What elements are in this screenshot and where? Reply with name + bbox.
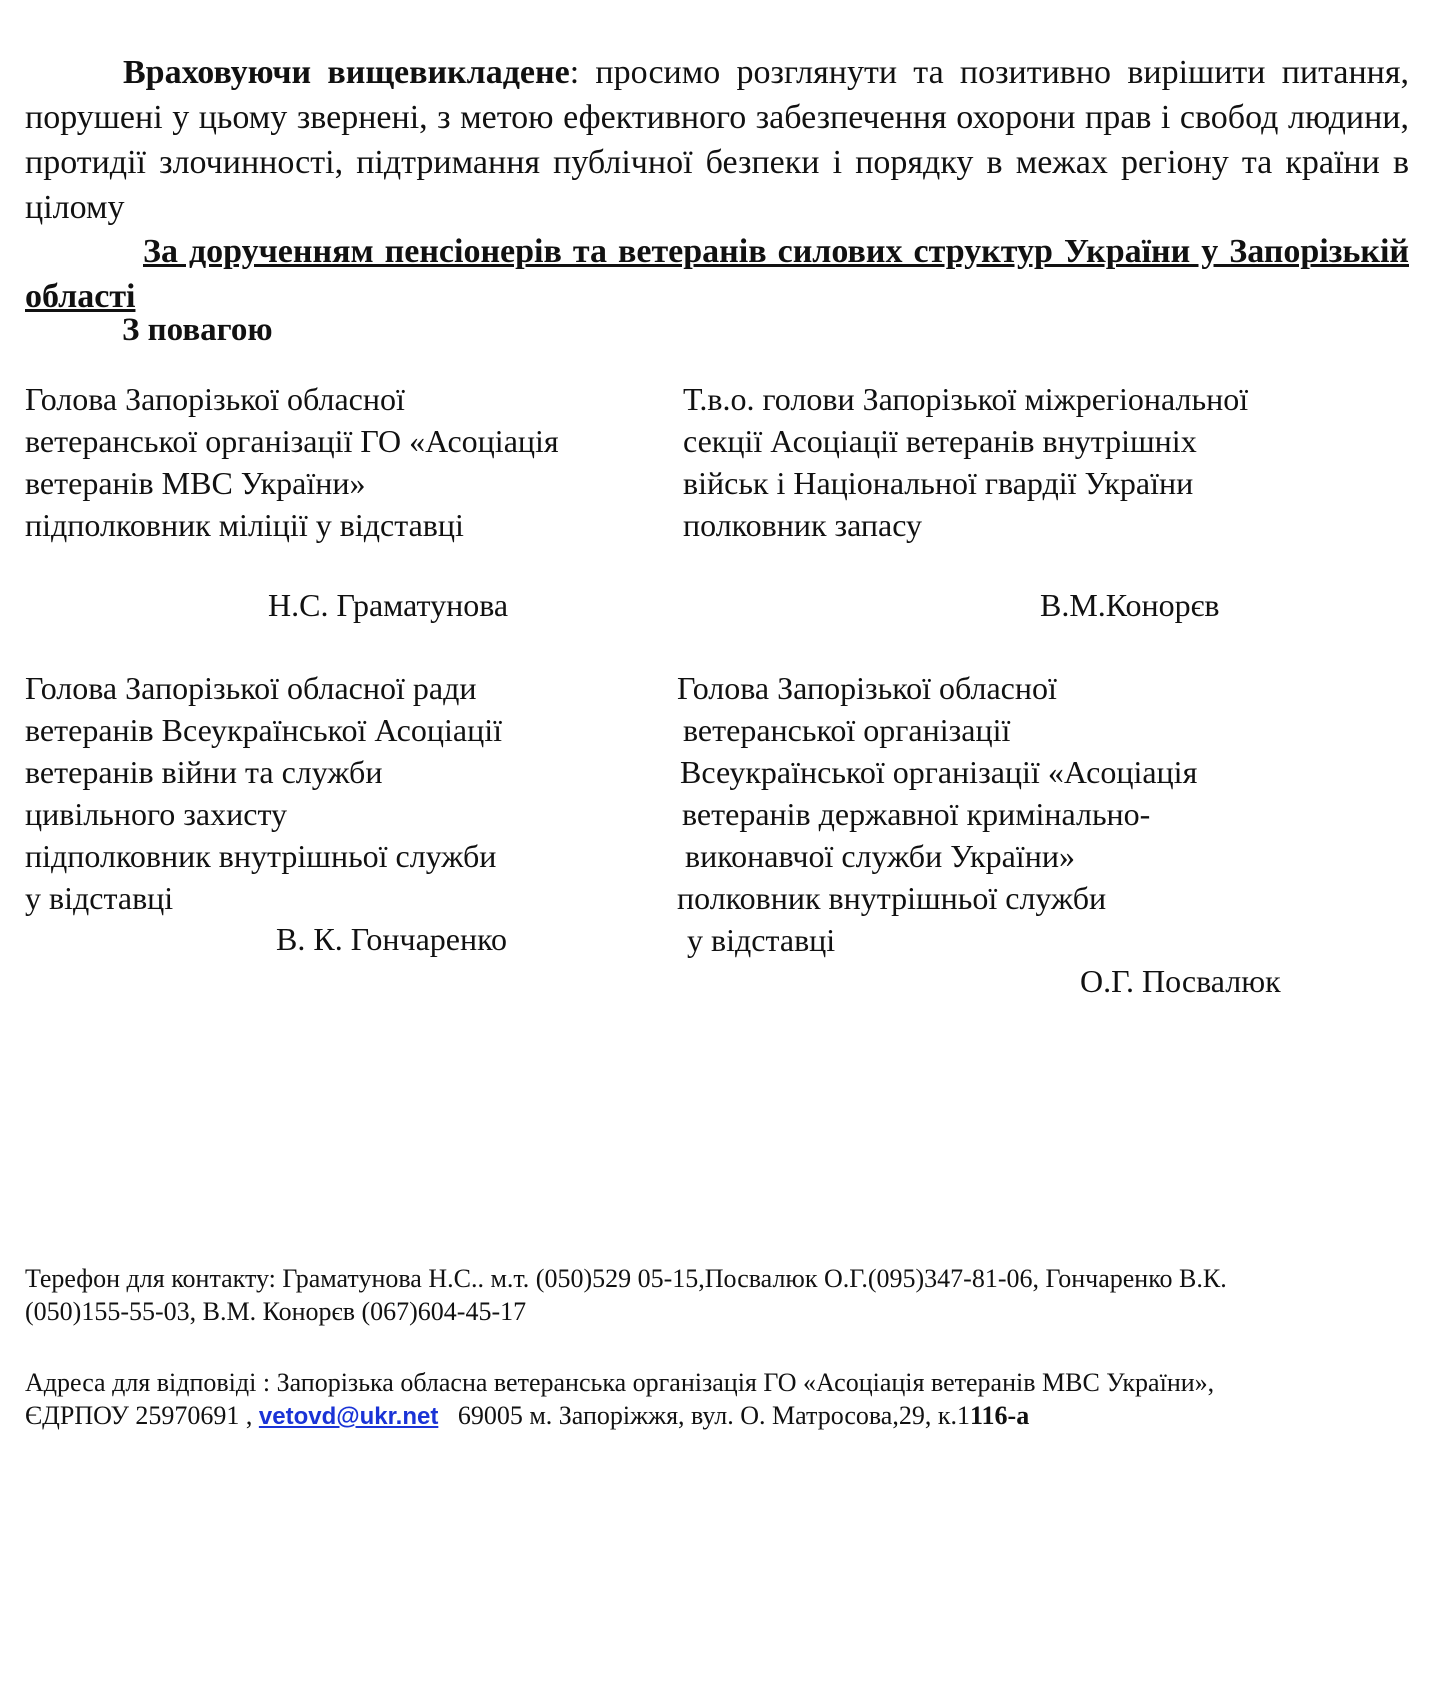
signatory-name-honcharenko: В. К. Гончаренко xyxy=(276,921,508,957)
address-line: Адреса для відповіді : Запорізька обласна ветеранська організація ГО «Асоціація ветеранів МВС України», xyxy=(25,1368,1215,1397)
signatory-title-line: Т.в.о. голови Запорізької міжрегіональної xyxy=(683,381,1249,417)
intro-paragraph xyxy=(25,50,1409,230)
signatory-title-line: підполковник внутрішньої служби xyxy=(25,838,497,874)
signatory-name-gramatunova: Н.С. Граматунова xyxy=(268,587,509,623)
room-number: 116-а xyxy=(969,1401,1030,1430)
signatory-top-left xyxy=(25,378,559,546)
signatory-title-line: ветеранів війни та служби xyxy=(25,754,383,790)
signatory-title-line: військ і Національної гвардії України xyxy=(683,465,1194,501)
signatory-title-line: Голова Запорізької обласної xyxy=(677,670,1057,706)
signatory-title-line: ветеранів Всеукраїнської Асоціації xyxy=(25,712,502,748)
mandate-text: За дорученням пенсіонерів та ветеранів силових структур України у Запорізькій області xyxy=(25,233,1409,315)
signatory-title-line: секції Асоціації ветеранів внутрішніх xyxy=(683,423,1197,459)
signatory-title-line: ветеранської організації xyxy=(683,712,1011,748)
signatory-title-line: полковник запасу xyxy=(683,507,923,543)
signatory-title-line: у відставці xyxy=(25,880,174,916)
regards: З повагою xyxy=(122,312,273,348)
signatory-title-line: ветеранів МВС України» xyxy=(25,465,366,501)
intro-text: : просимо розглянути та позитивно вирішити питання, порушені у цьому звернені, з метою ефективного забезпечення охорони прав і свобод людини, протидії злочинності, підтримання публічної безпеки і порядку в межах регіону та країни в цілому xyxy=(25,54,1409,226)
contacts-block xyxy=(25,1262,1227,1328)
signatory-title-line: Голова Запорізької обласної ради xyxy=(25,670,477,706)
signatory-title-line: у відставці xyxy=(687,922,836,958)
signatory-name-posvaliuk: О.Г. Посвалюк xyxy=(1080,963,1281,999)
signatory-title-line: Голова Запорізької обласної xyxy=(25,381,405,417)
signatory-title-line: полковник внутрішньої служби xyxy=(677,880,1107,916)
street-text: 69005 м. Запоріжжя, вул. О. Матросова,29, к.1 xyxy=(438,1401,970,1430)
signatory-title-line: ветеранської організації ГО «Асоціація xyxy=(25,423,559,459)
signatory-title-line: виконавчої служби України» xyxy=(685,838,1075,874)
edrpou-text: ЄДРПОУ 25970691 , xyxy=(25,1401,259,1430)
signatory-name-konoriev: В.М.Конорєв xyxy=(1040,587,1220,623)
signatory-bottom-right xyxy=(677,667,1197,961)
signatory-bottom-left xyxy=(25,667,502,919)
signatory-title-line: підполковник міліції у відставці xyxy=(25,507,464,543)
signatory-top-right xyxy=(683,378,1248,546)
signatory-title-line: Всеукраїнської організації «Асоціація xyxy=(680,754,1198,790)
address-line xyxy=(25,1399,1214,1433)
signatory-title-line: ветеранів державної кримінально- xyxy=(682,796,1151,832)
address-block xyxy=(25,1366,1214,1433)
contacts-line: (050)155-55-03, В.М. Конорєв (067)604-45-17 xyxy=(25,1297,527,1326)
email-link[interactable]: vetovd@ukr.net xyxy=(258,1403,439,1430)
signatory-title-line: цивільного захисту xyxy=(25,796,287,832)
intro-lead: Враховуючи вищевикладене xyxy=(123,54,570,91)
contacts-line: Терефон для контакту: Граматунова Н.С.. м.т. (050)529 05-15,Посвалюк О.Г.(095)347-81-06, Гончаренко В.К. xyxy=(25,1264,1227,1293)
mandate-line xyxy=(25,229,1409,319)
